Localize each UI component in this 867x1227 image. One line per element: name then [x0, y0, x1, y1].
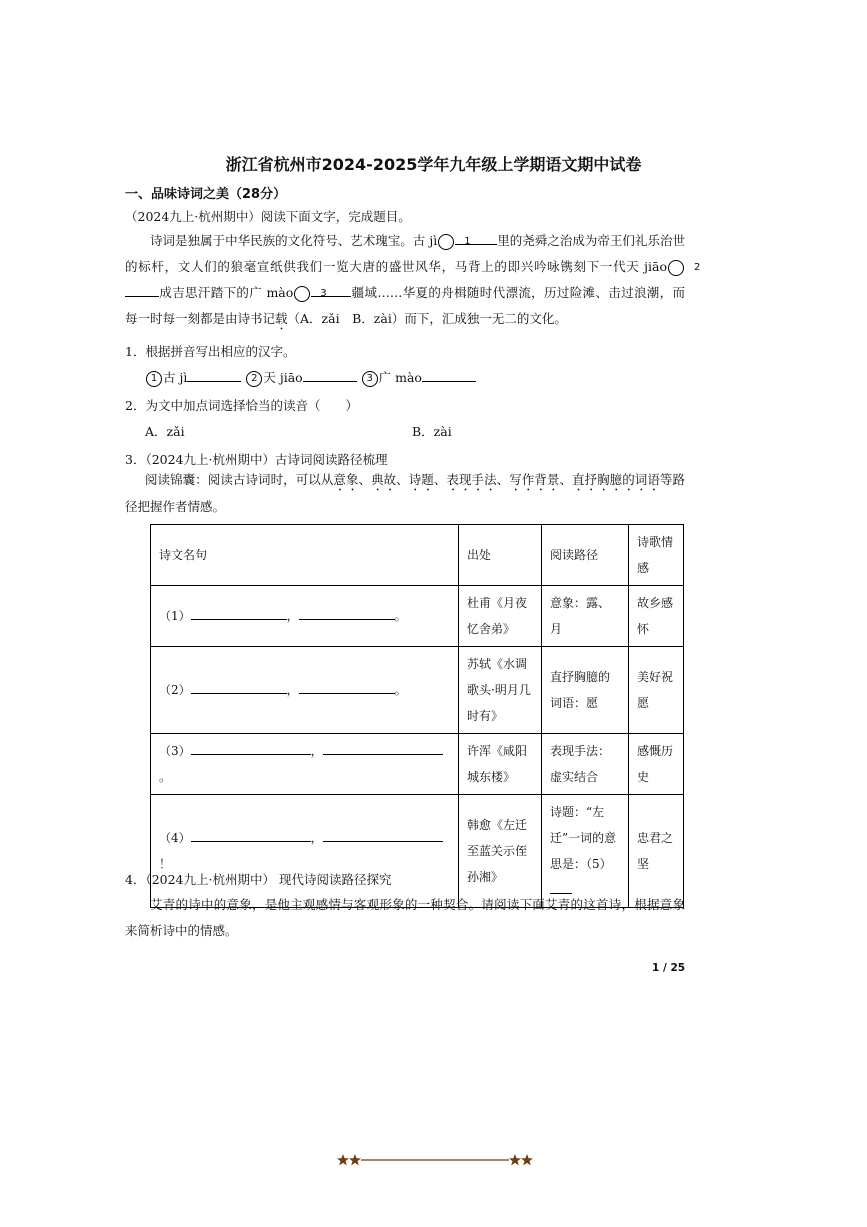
path-text: 诗题：“左迁”一词的意思是：（5）: [550, 805, 617, 871]
option-b[interactable]: B．zài: [412, 424, 452, 439]
source-cell: 韩愈《左迁至蓝关示侄孙湘》: [459, 795, 542, 908]
passage-text: 里的尧舜之治成为帝王们礼乐治世的标杆，文人们的狼毫宣纸供我们一览大唐的盛世风华，马背上的即兴吟咏镌刻下一代天 jiāo: [125, 233, 685, 274]
row-label: （1）: [159, 609, 191, 623]
verse-cell: [151, 734, 459, 795]
question-1-answers: [145, 368, 476, 387]
table-row: [151, 795, 684, 908]
verse-blank[interactable]: [191, 607, 287, 620]
blank-marker-1: 1: [146, 371, 162, 387]
blank-marker-3: 3: [294, 286, 310, 302]
dotted-terms: 意象、典故、诗题、表现手法、写作背景、直抒胸臆的词语: [333, 472, 660, 487]
verse-blank[interactable]: [323, 742, 443, 755]
tip-text: 阅读锦囊：阅读古诗词时，可以从: [145, 472, 334, 487]
question-2: 2．为文中加点词选择恰当的读音（ ）: [125, 398, 358, 413]
header-cell: 诗歌情感: [629, 525, 684, 586]
table-row: [151, 734, 684, 795]
row-label: （4）: [159, 831, 191, 845]
verse-blank[interactable]: [191, 742, 311, 755]
source-cell: 许浑《咸阳城东楼》: [459, 734, 542, 795]
passage: [125, 228, 701, 333]
punct: ，: [310, 744, 323, 758]
blank-marker-2: 2: [668, 260, 684, 276]
blank-marker-3: 3: [362, 371, 378, 387]
blank-2[interactable]: [125, 284, 159, 297]
emotion-cell: 忠君之坚: [629, 795, 684, 908]
path-cell: 直抒胸臆的词语：愿: [542, 647, 629, 734]
table-row: [151, 586, 684, 647]
punct: ！: [159, 857, 172, 871]
answer-prompt: 古 jì: [163, 370, 188, 385]
passage-text: 诗词是独属于中华民族的文化符号、艺术瑰宝。古 jì: [150, 233, 438, 248]
page-number: 1 / 25: [652, 962, 686, 974]
poetry-table: [150, 524, 684, 908]
section-heading: 一、品味诗词之美（28分）: [125, 187, 287, 202]
verse-cell: [151, 586, 459, 647]
verse-blank[interactable]: [191, 829, 311, 842]
passage-text: 疆域……华夏的舟楫随时代漂流，历过险滩、击过浪潮，而每一时每一刻都是由诗书记: [125, 285, 685, 326]
emotion-cell: 美好祝愿: [629, 647, 684, 734]
header-cell: 阅读路径: [542, 525, 629, 586]
question-4-text: 艾青的诗中的意象，是他主观感情与客观形象的一种契合。请阅读下面艾青的这首诗，根据意象来简析诗中的情感。: [125, 897, 685, 938]
question-4: 4．（2024九上·杭州期中） 现代诗阅读路径探究: [125, 872, 392, 887]
verse-blank[interactable]: [299, 681, 395, 694]
row-label: （2）: [159, 683, 191, 697]
table-header-row: [151, 525, 684, 586]
answer-blank-3[interactable]: [422, 369, 476, 382]
emotion-cell: 故乡感怀: [629, 586, 684, 647]
emotion-cell: 感慨历史: [629, 734, 684, 795]
verse-blank[interactable]: [323, 829, 443, 842]
source-cell: 苏轼《水调歌头·明月几时有》: [459, 647, 542, 734]
source-note: （2024九上·杭州期中）阅读下面文字，完成题目。: [125, 209, 411, 224]
path-cell: 意象：露、月: [542, 586, 629, 647]
header-cell: 出处: [459, 525, 542, 586]
source-cell: 杜甫《月夜忆舍弟》: [459, 586, 542, 647]
verse-blank[interactable]: [299, 607, 395, 620]
reading-tip: [125, 467, 685, 520]
passage-text: 成吉思汗踏下的广 mào: [159, 285, 294, 300]
passage-text: （A．zǎi B．zài）而下，汇成独一无二的文化。: [287, 311, 567, 326]
question-1: 1．根据拼音写出相应的汉字。: [125, 344, 296, 359]
punct: 。: [159, 770, 172, 784]
answer-prompt: 广 mào: [378, 370, 422, 385]
question-3: 3．（2024九上·杭州期中）古诗词阅读路径梳理: [125, 452, 388, 467]
punct: ，: [310, 831, 323, 845]
verse-cell: [151, 795, 459, 908]
blank-marker-2: 2: [246, 371, 262, 387]
option-a[interactable]: A．zǎi: [145, 424, 185, 439]
blank-1[interactable]: [455, 232, 497, 245]
path-cell: [542, 795, 629, 908]
blank-3[interactable]: [311, 284, 351, 297]
header-cell: 诗文名句: [151, 525, 459, 586]
star-icon-left: [337, 1154, 361, 1165]
page-title: 浙江省杭州市2024-2025学年九年级上学期语文期中试卷: [225, 155, 642, 174]
blank-marker-1: 1: [438, 234, 454, 250]
path-cell: 表现手法：虚实结合: [542, 734, 629, 795]
punct: ，: [286, 609, 299, 623]
row-label: （3）: [159, 744, 191, 758]
answer-prompt: 天 jiāo: [263, 370, 303, 385]
tip-text: 等路径把握作者情感。: [125, 472, 685, 514]
punct: ，: [286, 683, 299, 697]
answer-blank-1[interactable]: [187, 369, 241, 382]
verse-cell: [151, 647, 459, 734]
punct: 。: [394, 683, 407, 697]
answer-blank-2[interactable]: [303, 369, 357, 382]
table-row: [151, 647, 684, 734]
star-icon-right: [509, 1154, 533, 1165]
punct: 。: [394, 609, 407, 623]
footer-ornament: [337, 1152, 533, 1168]
dotted-word: 载: [275, 311, 288, 326]
verse-blank[interactable]: [191, 681, 287, 694]
